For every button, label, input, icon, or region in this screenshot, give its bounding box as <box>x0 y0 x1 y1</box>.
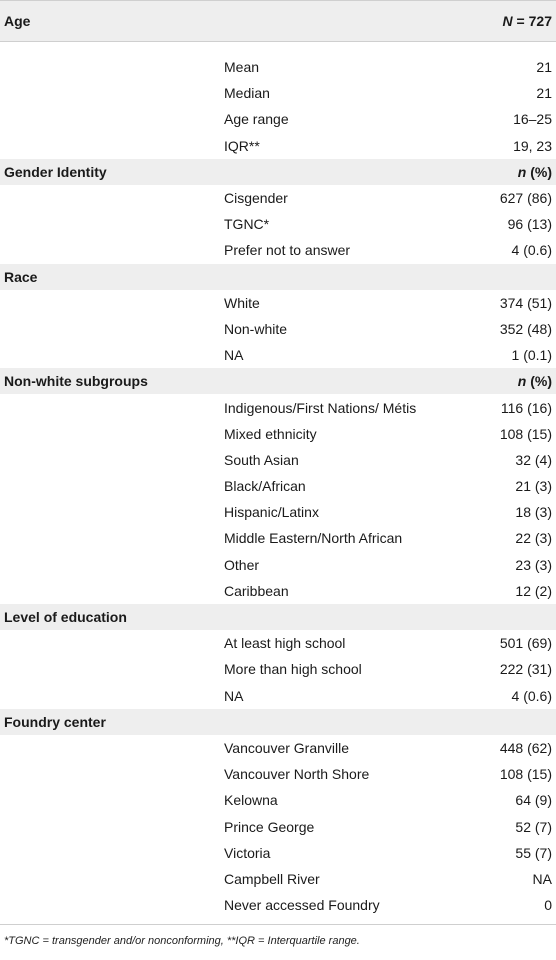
table-row <box>0 499 556 525</box>
table-row <box>0 211 556 237</box>
category-title: Gender Identity <box>4 163 107 180</box>
row-value: 21 (3) <box>515 478 552 495</box>
row-value: 18 (3) <box>515 504 552 521</box>
header-total-n <box>503 13 552 29</box>
value-header-n: n <box>517 373 527 390</box>
row-label: Never accessed Foundry <box>224 897 380 914</box>
table-row <box>0 185 556 211</box>
row-value: 32 (4) <box>515 451 552 468</box>
table-row <box>0 237 556 263</box>
row-value: 21 <box>536 59 552 76</box>
row-label: Kelowna <box>224 792 278 809</box>
table-row <box>0 290 556 316</box>
value-header-percent: (%) <box>526 373 552 390</box>
row-value: 64 (9) <box>515 792 552 809</box>
category-row <box>0 159 556 185</box>
row-label: At least high school <box>224 635 346 652</box>
table-row <box>0 866 556 892</box>
table-footnote: *TGNC = transgender and/or nonconforming, **IQR = Interquartile range. <box>0 924 556 947</box>
table-row <box>0 54 556 80</box>
table-row <box>0 840 556 866</box>
row-label: Campbell River <box>224 870 320 887</box>
row-label: Caribbean <box>224 582 289 599</box>
table-row <box>0 787 556 813</box>
category-title: Foundry center <box>4 713 106 730</box>
table-row <box>0 578 556 604</box>
table-body <box>0 54 556 918</box>
row-label: Mixed ethnicity <box>224 425 317 442</box>
category-value-header <box>518 373 552 389</box>
table-row <box>0 394 556 420</box>
row-value: 108 (15) <box>499 425 552 442</box>
table-row <box>0 106 556 132</box>
row-value: 1 (0.1) <box>511 347 552 364</box>
row-value: 16–25 <box>513 111 552 128</box>
row-label: NA <box>224 347 244 364</box>
category-value-header <box>518 164 552 180</box>
table-row <box>0 552 556 578</box>
category-row <box>0 604 556 630</box>
row-label: Vancouver Granville <box>224 739 350 756</box>
row-value: 0 <box>544 897 552 914</box>
row-value: NA <box>532 870 552 887</box>
row-label: Age range <box>224 111 289 128</box>
table-header <box>0 0 556 42</box>
row-value: 96 (13) <box>507 216 552 233</box>
row-label: Middle Eastern/North African <box>224 530 403 547</box>
row-label: Prefer not to answer <box>224 242 351 259</box>
table-row <box>0 525 556 551</box>
row-value: 4 (0.6) <box>511 687 552 704</box>
row-value: 222 (31) <box>499 661 552 678</box>
table-row <box>0 630 556 656</box>
table-row <box>0 761 556 787</box>
header-n-value: = 727 <box>512 13 552 29</box>
row-value: 12 (2) <box>515 582 552 599</box>
row-value: 108 (15) <box>499 766 552 783</box>
row-label: NA <box>224 687 244 704</box>
row-label: Victoria <box>224 844 271 861</box>
row-label: TGNC* <box>224 216 270 233</box>
row-label: More than high school <box>224 661 362 678</box>
category-row <box>0 709 556 735</box>
table-row <box>0 421 556 447</box>
table-row <box>0 683 556 709</box>
category-row <box>0 368 556 394</box>
row-value: 627 (86) <box>499 190 552 207</box>
row-label: Other <box>224 556 260 573</box>
row-value: 21 <box>536 85 552 102</box>
row-value: 374 (51) <box>499 294 552 311</box>
row-label: Non-white <box>224 320 288 337</box>
table-row <box>0 813 556 839</box>
table-row <box>0 656 556 682</box>
table-row <box>0 133 556 159</box>
row-label: Cisgender <box>224 190 288 207</box>
row-value: 55 (7) <box>515 844 552 861</box>
row-label: IQR** <box>224 137 260 154</box>
row-label: Vancouver North Shore <box>224 766 370 783</box>
row-label: South Asian <box>224 451 299 468</box>
row-value: 4 (0.6) <box>511 242 552 259</box>
value-header-n: n <box>517 163 527 180</box>
table-row <box>0 447 556 473</box>
table-row <box>0 316 556 342</box>
row-label: Median <box>224 85 270 102</box>
table-row <box>0 892 556 918</box>
table-row <box>0 80 556 106</box>
header-n-symbol: N <box>502 13 513 29</box>
row-label: Hispanic/Latinx <box>224 504 319 521</box>
row-label: Black/African <box>224 478 306 495</box>
row-value: 352 (48) <box>499 320 552 337</box>
row-value: 116 (16) <box>500 399 552 416</box>
row-value: 448 (62) <box>499 739 552 756</box>
row-value: 23 (3) <box>515 556 552 573</box>
row-label: Mean <box>224 59 260 76</box>
row-value: 19, 23 <box>513 137 552 154</box>
category-title: Race <box>4 268 38 285</box>
row-value: 22 (3) <box>515 530 552 547</box>
value-header-percent: (%) <box>526 163 552 180</box>
row-label: Indigenous/First Nations/ Métis <box>224 399 417 416</box>
table-row <box>0 735 556 761</box>
spacer-row <box>0 42 556 54</box>
row-label: White <box>224 294 260 311</box>
row-value: 52 (7) <box>515 818 552 835</box>
header-label-age: Age <box>4 13 31 29</box>
row-value: 501 (69) <box>499 635 552 652</box>
table-row <box>0 342 556 368</box>
row-label: Prince George <box>224 818 315 835</box>
category-title: Level of education <box>4 609 127 626</box>
table-row <box>0 473 556 499</box>
category-title: Non-white subgroups <box>4 373 148 390</box>
category-row <box>0 264 556 290</box>
